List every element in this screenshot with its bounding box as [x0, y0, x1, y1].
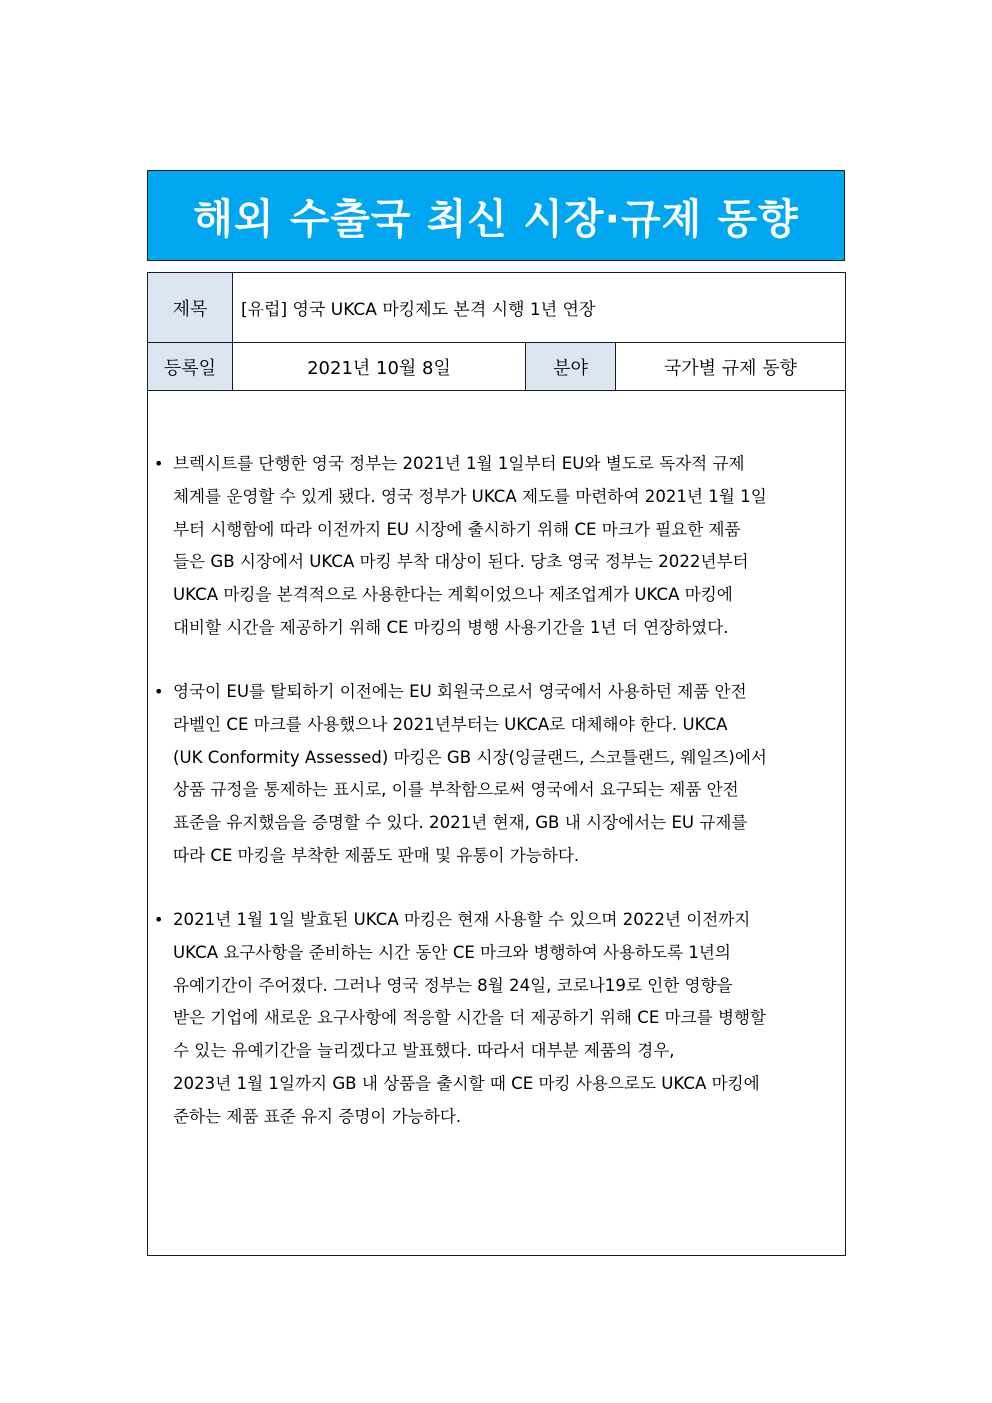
paragraph-line: 표준을 유지했음을 증명할 수 있다. 2021년 현재, GB 내 시장에서는 EU 규제를 [173, 813, 748, 833]
paragraph-line: 들은 GB 시장에서 UKCA 마킹 부착 대상이 된다. 당초 영국 정부는 2022년부터 [173, 552, 749, 572]
bullet-paragraph-2 [154, 676, 836, 873]
title-row [148, 273, 845, 343]
date-label: 등록일 [148, 343, 233, 390]
paragraph-line: 유예기간이 주어졌다. 그러나 영국 정부는 8월 24일, 코로나19로 인한 영향을 [173, 975, 733, 995]
bullet-paragraph-3 [154, 904, 836, 1134]
paragraph-line: 따라 CE 마킹을 부착한 제품도 판매 및 유통이 가능하다. [173, 845, 580, 865]
article-body [148, 391, 845, 1255]
bullet-icon: • [154, 454, 164, 473]
bullet-icon: • [154, 682, 164, 701]
paragraph-line: (UK Conformity Assessed) 마킹은 GB 시장(잉글랜드, 스코틀랜드, 웨일즈)에서 [173, 747, 767, 767]
banner-title: 해외 수출국 최신 시장·규제 동향 [193, 195, 799, 243]
paragraph-line: 체계를 운영할 수 있게 됐다. 영국 정부가 UKCA 제도를 마련하여 2021년 1월 1일 [173, 486, 767, 506]
meta-row [148, 343, 845, 391]
paragraph-line: 영국이 EU를 탈퇴하기 이전에는 EU 회원국으로서 영국에서 사용하던 제품 안전 [173, 682, 747, 701]
header-banner [147, 170, 845, 261]
date-value: 2021년 10월 8일 [233, 343, 526, 390]
paragraph-line: 준하는 제품 표준 유지 증명이 가능하다. [173, 1106, 462, 1126]
title-label: 제목 [148, 273, 233, 342]
paragraph-line: 상품 규정을 통제하는 표시로, 이를 부착함으로써 영국에서 요구되는 제품 안전 [173, 780, 739, 800]
paragraph-line: 브렉시트를 단행한 영국 정부는 2021년 1월 1일부터 EU와 별도로 독자적 규제 [173, 454, 745, 473]
paragraph-line: 수 있는 유예기간을 늘리겠다고 발표했다. 따라서 대부분 제품의 경우, [173, 1041, 675, 1061]
paragraph-line: 2021년 1월 1일 발효된 UKCA 마킹은 현재 사용할 수 있으며 2022년 이전까지 [173, 910, 751, 929]
paragraph-line: 부터 시행함에 따라 이전까지 EU 시장에 출시하기 위해 CE 마크가 필요한 제품 [173, 519, 741, 539]
paragraph-line: UKCA 요구사항을 준비하는 시간 동안 CE 마크와 병행하여 사용하도록 1년의 [173, 942, 731, 962]
paragraph-line: 대비할 시간을 제공하기 위해 CE 마킹의 병행 사용기간을 1년 더 연장하였다. [173, 617, 729, 637]
paragraph-line: 라벨인 CE 마크를 사용했으나 2021년부터는 UKCA로 대체해야 한다. UKCA [173, 714, 728, 734]
paragraph-line: 2023년 1월 1일까지 GB 내 상품을 출시할 때 CE 마킹 사용으로도 UKCA 마킹에 [173, 1073, 760, 1093]
paragraph-line: UKCA 마킹을 본격적으로 사용한다는 계획이었으나 제조업계가 UKCA 마킹에 [173, 585, 733, 605]
bullet-icon: • [154, 910, 164, 929]
title-value: [유럽] 영국 UKCA 마킹제도 본격 시행 1년 연장 [241, 300, 596, 320]
info-table [147, 272, 846, 1256]
paragraph-line: 받은 기업에 새로운 요구사항에 적응할 시간을 더 제공하기 위해 CE 마크를 병행할 [173, 1008, 767, 1028]
bullet-paragraph-1 [154, 448, 836, 645]
field-label: 분야 [526, 343, 616, 390]
field-value: 국가별 규제 동향 [663, 357, 798, 379]
